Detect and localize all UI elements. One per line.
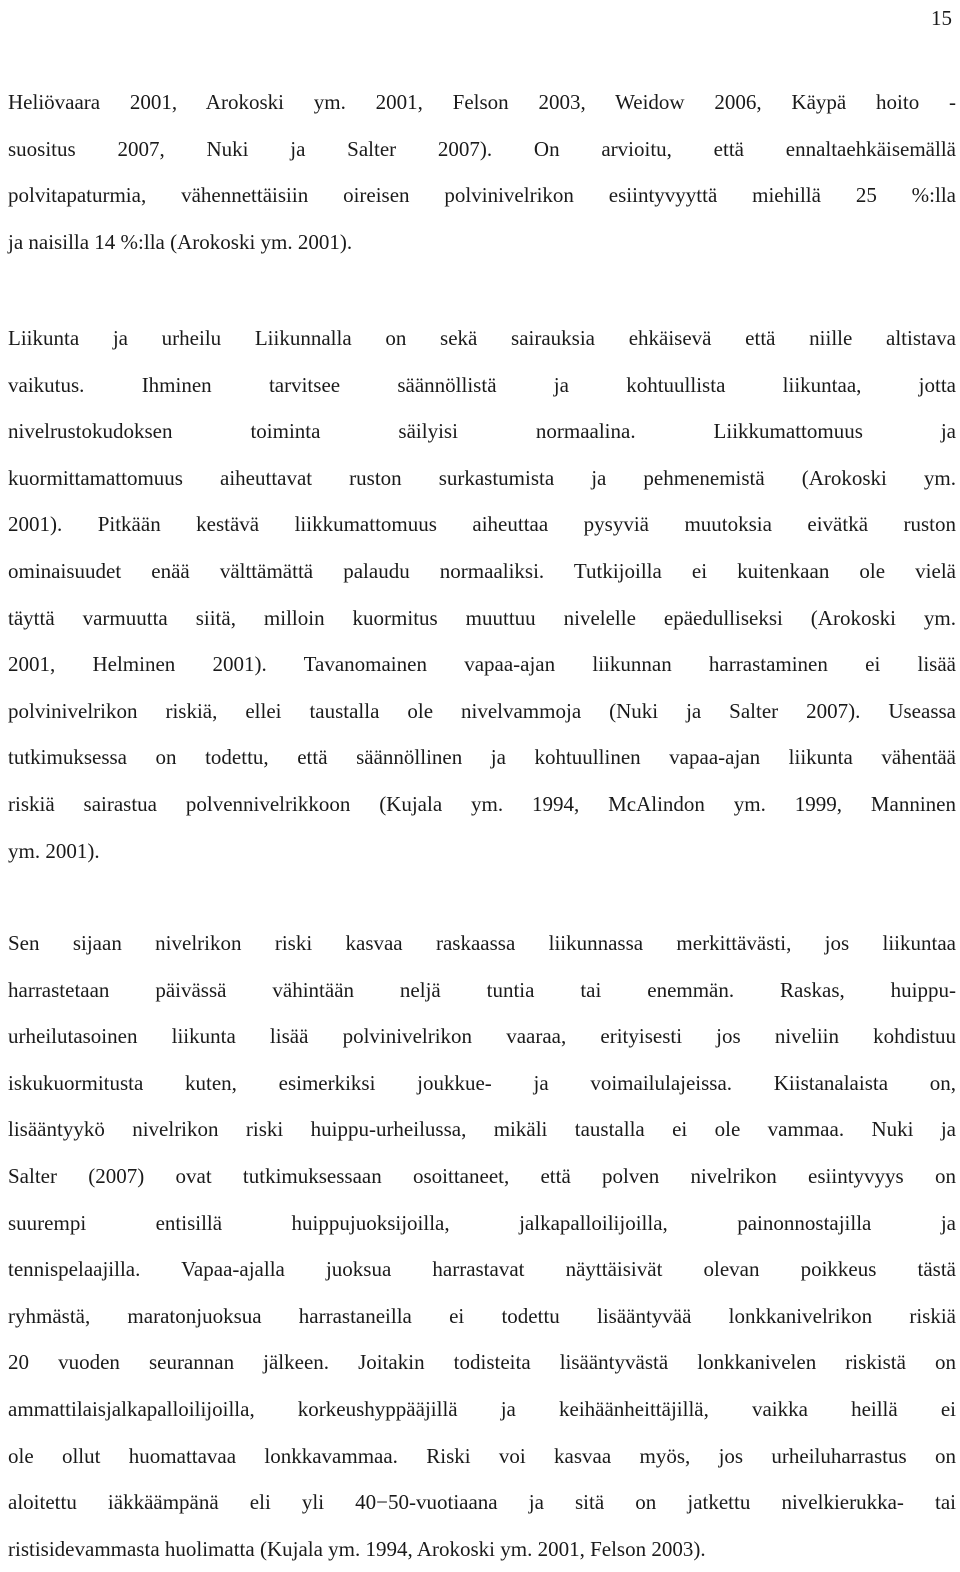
paragraph-exercise-and-sport <box>8 315 956 874</box>
text-line: Sen sijaan nivelrikon riski kasvaa raskaassa liikunnassa merkittävästi, jos liikuntaa <box>8 931 956 955</box>
paragraph-intro-continuation <box>8 79 956 265</box>
text-line: Heliövaara 2001, Arokoski ym. 2001, Felson 2003, Weidow 2006, Käypä hoito - <box>8 90 956 114</box>
paragraph-heavy-exercise-risk <box>8 920 956 1572</box>
text-line: ole ollut huomattavaa lonkkavammaa. Riski voi kasvaa myös, jos urheiluharrastus on <box>8 1443 956 1468</box>
text-line: riskiä sairastua polvennivelrikkoon (Kujala ym. 1994, McAlindon ym. 1999, Manninen <box>8 791 956 816</box>
text-line: ryhmästä, maratonjuoksua harrastaneilla ei todettu lisääntyvää lonkkanivelrikon riskiä <box>8 1303 956 1328</box>
text-line: nivelrustokudoksen toiminta säilyisi normaalina. Liikkumattomuus ja <box>8 419 956 444</box>
text-line: täyttä varmuutta siitä, milloin kuormitus muuttuu nivelelle epäedulliseksi (Arokoski ym. <box>8 605 956 630</box>
text-line: 2001, Helminen 2001). Tavanomainen vapaa-ajan liikunnan harrastaminen ei lisää <box>8 652 956 677</box>
text-line: tutkimuksessa on todettu, että säännöllinen ja kohtuullinen vapaa-ajan liikunta vähentää <box>8 745 956 770</box>
text-line: ominaisuudet enää välttämättä palaudu normaaliksi. Tutkijoilla ei kuitenkaan ole vielä <box>8 558 956 583</box>
text-line: suurempi entisillä huippujuoksijoilla, jalkapalloilijoilla, painonnostajilla ja <box>8 1210 956 1235</box>
text-line: 20 vuoden seurannan jälkeen. Joitakin todisteita lisääntyvästä lonkkanivelen riskistä on <box>8 1350 956 1375</box>
text-line: suositus 2007, Nuki ja Salter 2007). On arvioitu, että ennaltaehkäisemällä <box>8 136 956 161</box>
text-line: aloitettu iäkkäämpänä eli yli 40−50-vuotiaana ja sitä on jatkettu nivelkierukka- tai <box>8 1490 956 1515</box>
text-line: polvinivelrikon riskiä, ellei taustalla ole nivelvammoja (Nuki ja Salter 2007). Useassa <box>8 698 956 723</box>
text-line: lisääntyykö nivelrikon riski huippu-urheilussa, mikäli taustalla ei ole vammaa. Nuki ja <box>8 1117 956 1142</box>
text-line: Liikunta ja urheilu Liikunnalla on sekä sairauksia ehkäisevä että niille altistava <box>8 326 956 350</box>
text-line: vaikutus. Ihminen tarvitsee säännöllistä ja kohtuullista liikuntaa, jotta <box>8 372 956 397</box>
text-line: ristisidevammasta huolimatta (Kujala ym. 1994, Arokoski ym. 2001, Felson 2003). <box>8 1536 706 1561</box>
text-line: kuormittamattomuus aiheuttavat ruston surkastumista ja pehmenemistä (Arokoski ym. <box>8 465 956 490</box>
text-line: urheilutasoinen liikunta lisää polvinivelrikon vaaraa, erityisesti jos niveliin kohdistuu <box>8 1024 956 1049</box>
page-number: 15 <box>931 6 952 30</box>
text-line: tennispelaajilla. Vapaa-ajalla juoksua harrastavat näyttäisivät olevan poikkeus tästä <box>8 1257 956 1282</box>
text-line: ja naisilla 14 %:lla (Arokoski ym. 2001). <box>8 229 353 254</box>
text-line: polvitapaturmia, vähennettäisiin oireisen polvinivelrikon esiintyvyyttä miehillä 25 %:lla <box>8 183 956 208</box>
text-line: harrastetaan päivässä vähintään neljä tuntia tai enemmän. Raskas, huippu- <box>8 977 956 1002</box>
text-line: 2001). Pitkään kestävä liikkumattomuus aiheuttaa pysyviä muutoksia eivätkä ruston <box>8 512 956 537</box>
text-line: iskukuormitusta kuten, esimerkiksi joukkue- ja voimailulajeissa. Kiistanalaista on, <box>8 1070 956 1095</box>
text-line: Salter (2007) ovat tutkimuksessaan osoittaneet, että polven nivelrikon esiintyvyys on <box>8 1163 956 1188</box>
text-line: ym. 2001). <box>8 838 100 863</box>
text-line: ammattilaisjalkapalloilijoilla, korkeushyppääjillä ja keihäänheittäjillä, vaikka heillä ei <box>8 1396 956 1421</box>
